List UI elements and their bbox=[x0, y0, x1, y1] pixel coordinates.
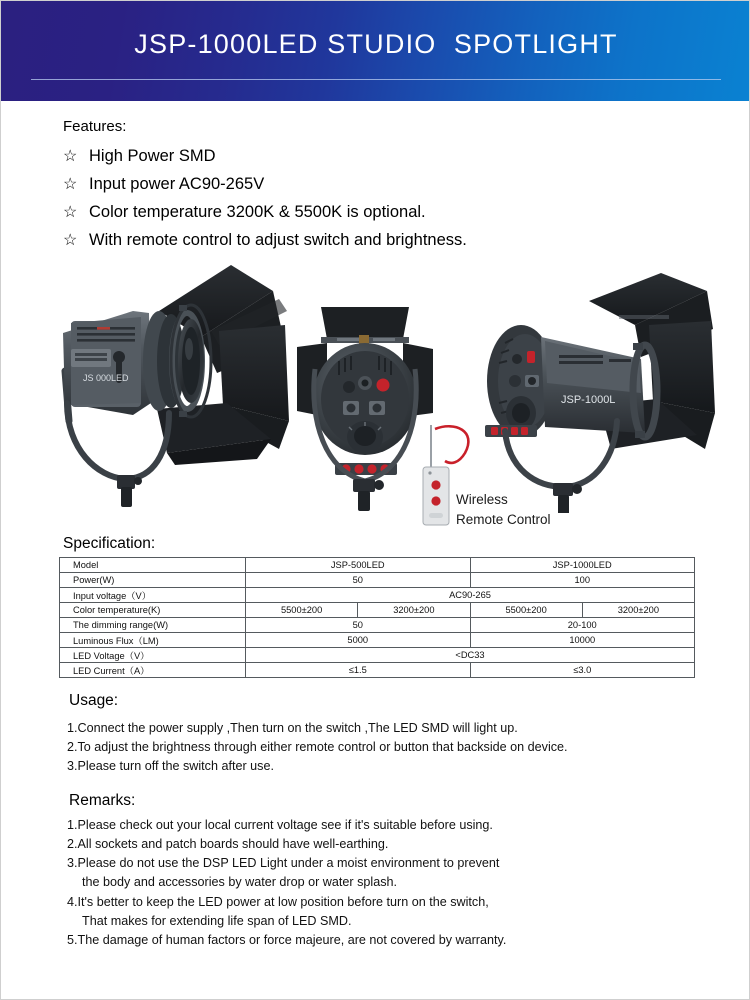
remarks-line: 4.It's better to keep the LED power at low position before turn on the switch, bbox=[67, 894, 489, 909]
product-photo-front-angle bbox=[41, 253, 301, 513]
spec-cell: 50 bbox=[246, 618, 471, 633]
table-row bbox=[60, 573, 695, 588]
spec-row-label: LED Current（A） bbox=[60, 663, 246, 678]
feature-item bbox=[63, 200, 683, 225]
product-photo-strip bbox=[1, 253, 750, 538]
feature-item bbox=[63, 144, 683, 169]
spec-cell: 20-100 bbox=[470, 618, 695, 633]
specification-table bbox=[59, 557, 695, 678]
spec-row-label: Input voltage（V） bbox=[60, 588, 246, 603]
usage-line: 3.Please turn off the switch after use. bbox=[67, 759, 274, 774]
spec-row-label: Color temperature(K) bbox=[60, 603, 246, 618]
caption-line-2: Remote Control bbox=[456, 511, 551, 527]
usage-line: 2.To adjust the brightness through either remote control or button that backside on device. bbox=[67, 740, 568, 755]
product-label-text: JS 000LED bbox=[83, 373, 129, 383]
header-divider bbox=[31, 79, 721, 80]
features-heading: Features: bbox=[63, 118, 127, 135]
usage-line: 1.Connect the power supply ,Then turn on the switch ,The LED SMD will light up. bbox=[67, 721, 518, 735]
header-banner bbox=[1, 1, 750, 101]
spec-row-label: The dimming range(W) bbox=[60, 618, 246, 633]
spec-cell: JSP-500LED bbox=[246, 558, 471, 573]
product-label-text: JSP-1000L bbox=[561, 394, 616, 406]
feature-item-label: Input power AC90-265V bbox=[89, 175, 265, 194]
spec-cell: 5000 bbox=[246, 633, 471, 648]
spec-cell: 5500±200 bbox=[470, 603, 582, 618]
remarks-heading: Remarks: bbox=[69, 792, 136, 809]
page-title: JSP-1000LED STUDIO SPOTLIGHT bbox=[134, 29, 618, 59]
remarks-line: That makes for extending life span of LED SMD. bbox=[82, 913, 352, 928]
star-outline-icon: ☆ bbox=[63, 176, 78, 194]
table-row bbox=[60, 603, 695, 618]
spec-cell: 3200±200 bbox=[358, 603, 470, 618]
table-row bbox=[60, 633, 695, 648]
product-photo-rear-angle bbox=[469, 263, 719, 513]
feature-item-label: High Power SMD bbox=[89, 147, 216, 165]
spec-cell: 5500±200 bbox=[246, 603, 358, 618]
spec-cell: ≤1.5 bbox=[246, 663, 471, 678]
remarks-list bbox=[67, 816, 707, 950]
usage-heading: Usage: bbox=[69, 692, 119, 709]
spec-cell: JSP-1000LED bbox=[470, 558, 695, 573]
spec-cell: ≤3.0 bbox=[470, 663, 695, 678]
spec-cell: 100 bbox=[470, 573, 695, 588]
star-outline-icon: ☆ bbox=[63, 232, 78, 250]
wireless-remote-caption bbox=[456, 490, 551, 529]
specification-heading: Specification: bbox=[63, 535, 156, 552]
remarks-line: the body and accessories by water drop or water splash. bbox=[82, 875, 398, 890]
spec-cell: 10000 bbox=[470, 633, 695, 648]
spec-cell: 3200±200 bbox=[582, 603, 694, 618]
table-row bbox=[60, 588, 695, 603]
remarks-line: 3.Please do not use the DSP LED Light under a moist environment to prevent bbox=[67, 856, 500, 871]
remarks-line: 2.All sockets and patch boards should have well-earthing. bbox=[67, 837, 389, 852]
features-section bbox=[63, 118, 683, 256]
table-row bbox=[60, 663, 695, 678]
spec-cell: AC90-265 bbox=[246, 588, 695, 603]
usage-list bbox=[67, 719, 707, 776]
spec-row-label: Power(W) bbox=[60, 573, 246, 588]
feature-item-label: Color temperature 3200K & 5500K is optional. bbox=[89, 203, 426, 222]
table-row bbox=[60, 618, 695, 633]
table-row bbox=[60, 648, 695, 663]
remarks-line: 5.The damage of human factors or force majeure, are not covered by warranty. bbox=[67, 932, 507, 947]
feature-item bbox=[63, 228, 683, 253]
remarks-line: 1.Please check out your local current voltage see if it's suitable before using. bbox=[67, 818, 493, 832]
feature-item-label: With remote control to adjust switch and brightness. bbox=[89, 231, 467, 250]
spec-row-label: LED Voltage（V） bbox=[60, 648, 246, 663]
spec-row-label: Model bbox=[60, 558, 246, 573]
star-outline-icon: ☆ bbox=[63, 148, 78, 165]
table-row bbox=[60, 558, 695, 573]
feature-item bbox=[63, 172, 683, 197]
caption-line-1: Wireless bbox=[456, 492, 508, 507]
spec-row-label: Luminous Flux（LM) bbox=[60, 633, 246, 648]
star-outline-icon: ☆ bbox=[63, 204, 78, 222]
spec-cell: 50 bbox=[246, 573, 471, 588]
spec-cell: <DC33 bbox=[246, 648, 695, 663]
